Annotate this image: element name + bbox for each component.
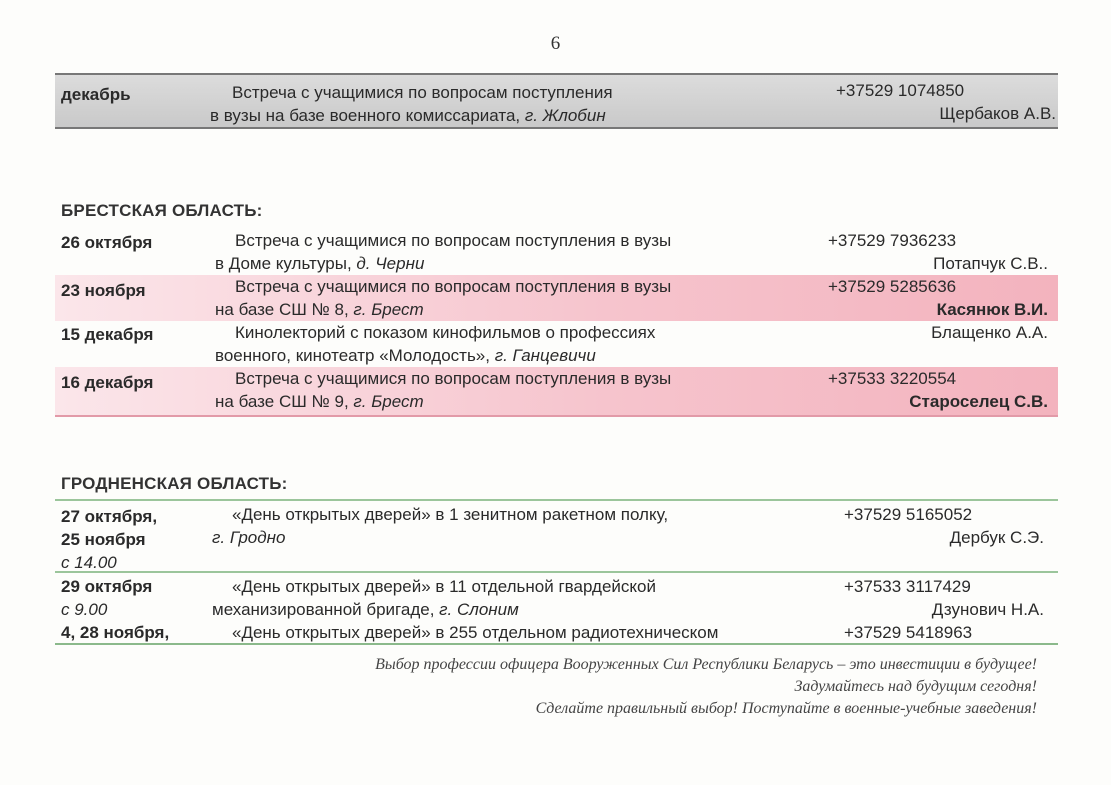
region-title-grodno: ГРОДНЕНСКАЯ ОБЛАСТЬ: [61,474,288,493]
contact-name: Потапчук С.В.. [933,254,1048,273]
event-line2: механизированной бригаде, г. Слоним [212,600,519,619]
event-description [212,575,812,621]
event-line2: на базе СШ № 8, г. Брест [215,300,424,319]
event-time: с 14.00 [61,553,117,572]
event-row [55,275,1058,321]
footer-slogan [375,654,1037,720]
event-row [55,367,1058,417]
event-date-1: 29 октября [61,577,153,596]
contact [844,575,1044,621]
event-description [215,229,815,275]
event-place: г. Жлобин [524,106,606,125]
event-description [212,621,852,644]
event-row [55,321,1058,367]
divider [55,643,1058,645]
event-row [55,575,1058,621]
event-date: 4, 28 ноября, [61,623,170,642]
contact-phone: +37529 5285636 [828,277,957,296]
event-date-2: 25 ноября [61,530,146,549]
event-row [55,503,1058,571]
contact-name: Дербук С.Э. [949,528,1044,547]
event-description [212,503,812,549]
contact-name: Касянюк В.И. [936,300,1048,319]
contact-phone: +37529 5165052 [844,505,973,524]
event-place: г. Брест [353,300,424,319]
event-line1: «День открытых дверей» в 11 отдельной гвардейской [232,577,656,596]
event-line1: Встреча с учащимися по вопросам поступления в вузы [235,231,672,250]
contact [844,503,1044,549]
contact [828,229,1048,275]
event-date [61,575,152,621]
event-description [210,81,830,127]
event-row-december [55,73,1058,129]
event-description [215,367,815,413]
contact-name: Щербаков А.В. [939,104,1056,123]
event-time: с 9.00 [61,600,108,619]
contact-phone: +37533 3117429 [844,577,971,596]
event-line1: Встреча с учащимися по вопросам поступления в вузы [235,369,672,388]
event-line1: Встреча с учащимися по вопросам поступления в вузы [235,277,672,296]
event-line1: Кинолекторий с показом кинофильмов о профессиях [235,323,656,342]
event-date: 16 декабря [61,373,154,392]
contact [844,621,1044,644]
contact-name: Дзунович Н.А. [931,600,1044,619]
footer-line-3: Сделайте правильный выбор! Поступайте в военные-учебные заведения! [535,700,1037,717]
event-line2: военного, кинотеатр «Молодость», г. Ганцевичи [215,346,596,365]
event-place: г. Брест [353,392,424,411]
event-line1: «День открытых дверей» в 1 зенитном ракетном полку, [232,505,669,524]
event-line2: в Доме культуры, д. Черни [215,254,425,273]
contact [828,321,1048,344]
event-date: декабрь [61,85,131,104]
event-place: д. Черни [356,254,425,273]
event-date: 26 октября [61,233,153,252]
footer-line-2: Задумайтесь над будущим сегодня! [794,678,1037,695]
event-date [61,505,157,574]
event-line1: Встреча с учащимися по вопросам поступления [232,83,613,102]
event-row [55,621,1058,643]
contact [828,275,1048,321]
event-date-1: 27 октября, [61,507,158,526]
contact-phone: +37529 1074850 [836,81,965,100]
event-row [55,229,1058,275]
event-place: г. Слоним [439,600,519,619]
event-description [215,275,815,321]
event-date: 15 декабря [61,325,154,344]
divider [55,571,1058,573]
page-number: 6 [550,33,561,54]
footer-line-1: Выбор профессии офицера Вооруженных Сил Республики Беларусь – это инвестиции в будущее! [375,656,1037,673]
event-description [215,321,815,367]
contact-phone: +37533 3220554 [828,369,957,388]
contact-name: Блащенко А.А. [931,323,1048,342]
event-date: 23 ноября [61,281,146,300]
event-place: г. Гродно [212,528,286,547]
event-line2: на базе СШ № 9, г. Брест [215,392,424,411]
event-line1: «День открытых дверей» в 255 отдельном радиотехническом [232,623,719,642]
contact [828,367,1048,413]
contact-phone: +37529 7936233 [828,231,957,250]
region-title-brest: БРЕСТСКАЯ ОБЛАСТЬ: [61,201,263,220]
contact [836,79,1056,125]
divider [55,499,1058,501]
contact-name: Староселец С.В. [909,392,1048,411]
event-place: г. Ганцевичи [494,346,596,365]
event-line2: в вузы на базе военного комиссариата, г. Жлобин [210,106,606,125]
contact-phone: +37529 5418963 [844,623,973,642]
event-line2 [212,526,812,549]
